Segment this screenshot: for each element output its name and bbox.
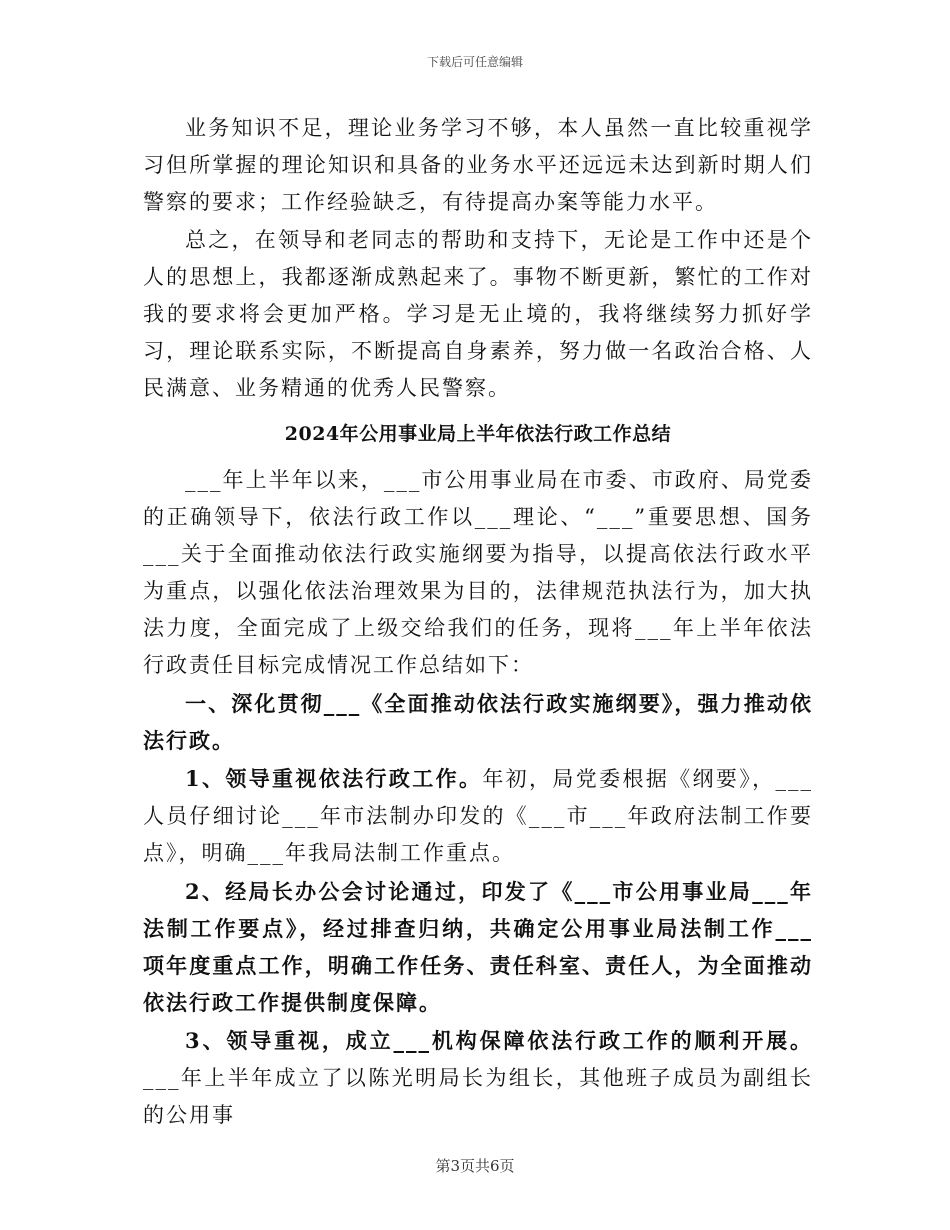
intro-paragraph: ___年上半年以来，___市公用事业局在市委、市政府、局党委的正确领导下，依法行政工作以___理论、“___”重要思想、国务___关于全面推动依法行政实施纲要为指导，以提高依法行政水平为重点，以强化依法治理效果为目的，法律规范执法行为，加大执法力度，全面完成了上级交给我们的任务，现将___年上半年依法行政责任目标完成情况工作总结如下： — [143, 468, 813, 677]
item-1 — [143, 760, 813, 872]
item-1-heading: 1、领导重视依法行政工作。 — [185, 766, 483, 791]
item-2: 2、经局长办公会讨论通过，印发了《___市公用事业局___年法制工作要点》，经过排查归纳，共确定公用事业局法制工作___项年度重点工作，明确工作任务、责任科室、责任人，为全面推动依法行政工作提供制度保障。 — [143, 879, 813, 1015]
item-3-heading: 3、领导重视，成立___机构保障依法行政工作的顺利开展。 — [185, 1028, 813, 1053]
section-heading-1: 一、深化贯彻___《全面推动依法行政实施纲要》，强力推动依法行政。 — [143, 691, 813, 753]
item-3 — [143, 1022, 813, 1134]
page-header: 下载后可任意编辑 — [426, 55, 523, 69]
item-1-text: 年初，局党委根据《纲要》，___人员仔细讨论___年市法制办印发的《___市___年政府法制工作要点》，明确___年我局法制工作重点。 — [143, 767, 813, 865]
document-title: 2024年公用事业局上半年依法行政工作总结 — [284, 423, 672, 445]
page-footer: 第3页共6页 — [435, 1157, 515, 1175]
item-3-text: ___年上半年成立了以陈光明局长为组长，其他班子成员为副组长的公用事 — [143, 1066, 813, 1127]
document-body — [143, 110, 813, 1135]
paragraph-1: 业务知识不足，理论业务学习不够，本人虽然一直比较重视学习但所掌握的理论知识和具备的业务水平还远远未达到新时期人们警察的要求；工作经验缺乏，有待提高办案等能力水平。 — [143, 116, 813, 214]
paragraph-2: 总之，在领导和老同志的帮助和支持下，无论是工作中还是个人的思想上，我都逐渐成熟起来了。事物不断更新，繁忙的工作对我的要求将会更加严格。学习是无止境的，我将继续努力抓好学习，理论联系实际，不断提高自身素养，努力做一名政治合格、人民满意、业务精通的优秀人民警察。 — [143, 228, 813, 400]
